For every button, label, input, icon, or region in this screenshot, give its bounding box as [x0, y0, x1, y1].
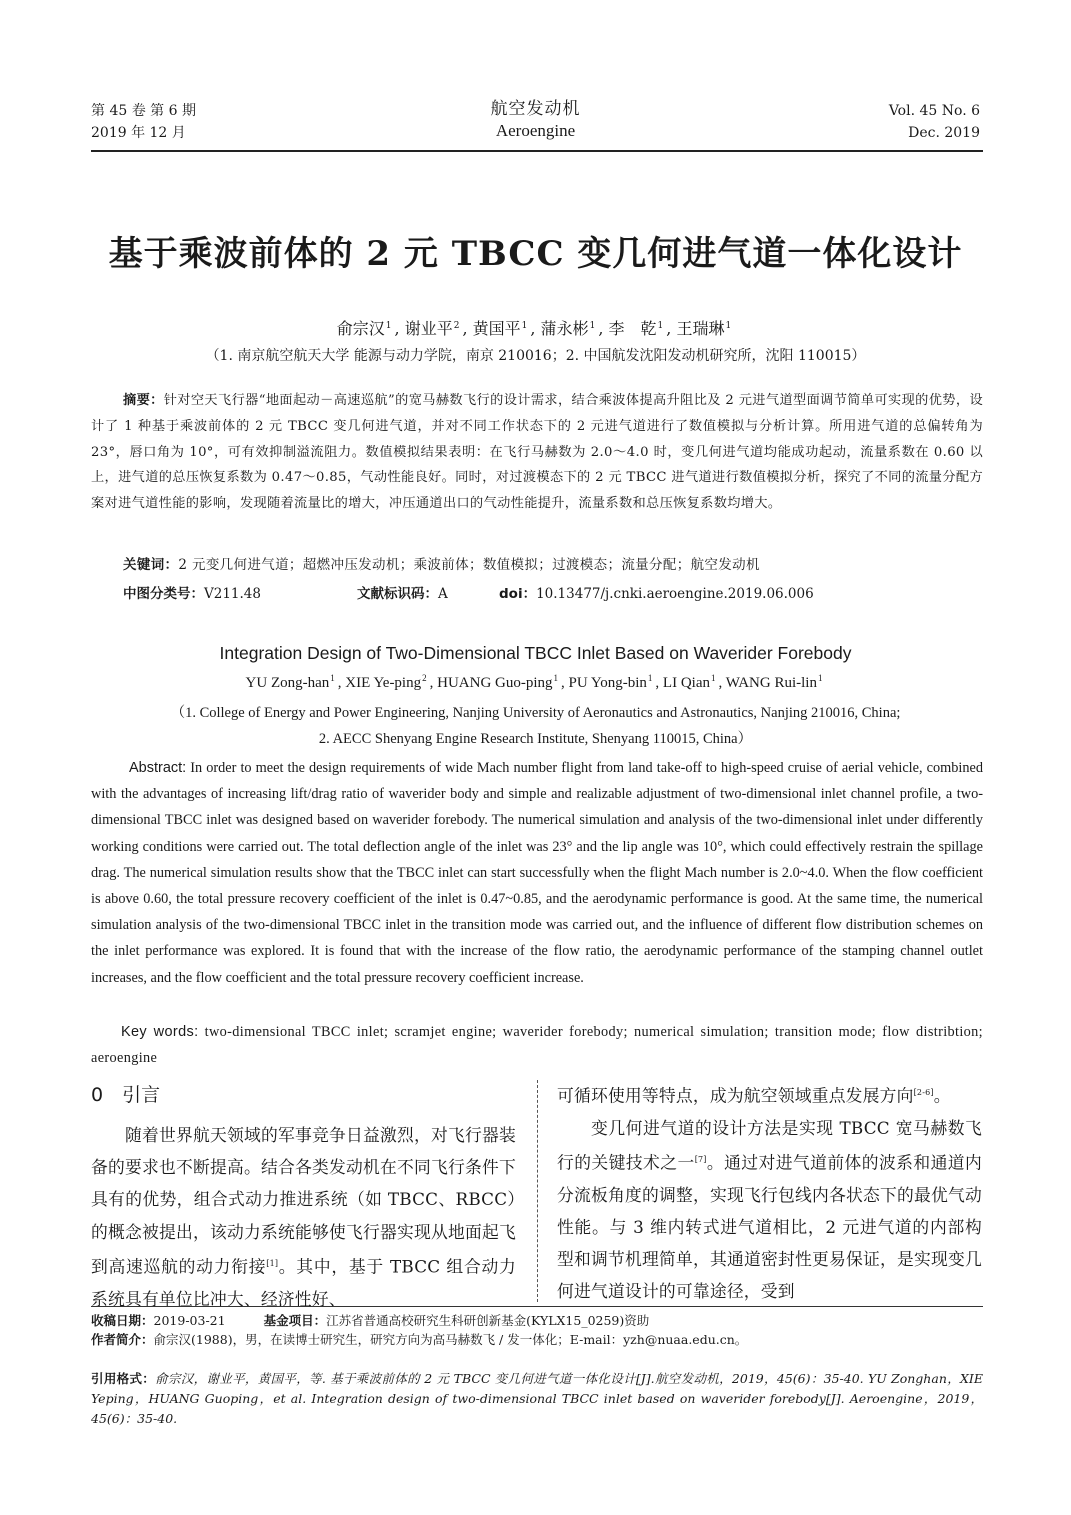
- keywords-cn-label: 关键词：: [123, 557, 179, 573]
- section-heading: 0 引言: [91, 1084, 161, 1106]
- author: HUANG Guo-ping: [437, 675, 553, 691]
- author-affil-mark: 1: [647, 673, 653, 683]
- intro-paragraph-2: [557, 1112, 982, 1308]
- keywords-en: [91, 1019, 983, 1071]
- author-separator: ,: [598, 319, 604, 338]
- author: YU Zong-han: [245, 675, 330, 691]
- abstract-en-text: In order to meet the design requirements of wide Mach number flight from land take-off to high-speed cruise of aerial vehicle, combined with the advantages of increasing lift/drag ratio of waverider body and simple and realizable adjustment of two-dimensional inlet channel profile, a two-dimensional TBCC inlet was designed based on waverider forebody. The numerical simulation and analysis of the two-dimensional inlet under differently working conditions were carried out. The total deflection angle of the inlet was 23° and the lip angle was 10°, which could effectively restrain the spillage drag. The numerical simulation results show that the TBCC inlet can start successfully when the flight Mach number is 2.0~4.0. When the flow coefficient is above 0.60, the total pressure recovery coefficient of the inlet is 0.47~0.85, and the aerodynamic performance is good. At the same time, the numerical simulation analysis of the two-dimensional TBCC inlet in the transition mode was carried out, and the influence of different flow distribution schemes on the inlet performance was explored. It is found that with the increase of the flow ratio, the aerodynamic performance of the stamping channel outlet increases, and the flow coefficient and the total pressure recovery coefficient increase.: [91, 760, 983, 986]
- citation-ref: [7]: [694, 1155, 707, 1164]
- author-separator: ,: [530, 319, 536, 338]
- received-label: 收稿日期：: [91, 1313, 154, 1328]
- author-affil-mark: 1: [657, 320, 664, 331]
- abstract-en-label: Abstract:: [129, 760, 187, 776]
- document-code-value: A: [438, 586, 448, 602]
- fund-label: 基金项目：: [263, 1313, 327, 1328]
- abstract-cn-text: 针对空天飞行器“地面起动－高速巡航”的宽马赫数飞行的设计需求，结合乘波体提高升阻比及 2 元进气道型面调节简单可实现的优势，设计了 1 种基于乘波前体的 2 元 TBCC 变几何进气道，并对不同工作状态下的 2 元进气道进行了数值模拟与分析计算。所用进气道的总偏转角为 23°，唇口角为 10°，可有效抑制溢流阻力。数值模拟结果表明：在飞行马赫数为 2.0～4.0 时，变几何进气道均能成功起动，流量系数在 0.60 以上，进气道的总压恢复系数为 0.47～0.85，气动性能良好。同时，对过渡模态下的 2 元 TBCC 进气道进行数值模拟分析，探究了不同的流量分配方案对进气道性能的影响，发现随着流量比的增大，冲压通道出口的气动性能提升，流量系数和总压恢复系数均增大。: [91, 393, 983, 512]
- paper-title-en: Integration Design of Two-Dimensional TBCC Inlet Based on Waverider Forebody: [219, 643, 852, 663]
- intro-paragraph-1-cont: 。其中，基于 TBCC 组合动力系统具有单位比冲大、经济性好、: [91, 1256, 516, 1309]
- author-affil-mark: 2: [453, 320, 460, 331]
- citation-format: [91, 1369, 983, 1429]
- doi: [499, 582, 814, 602]
- author-affil-mark: 1: [385, 320, 392, 331]
- document-code-label: 文献标识码：: [357, 586, 438, 602]
- author: WANG Rui-lin: [725, 675, 817, 691]
- author-affil-mark: 1: [710, 673, 716, 683]
- paragraph-text: 。通过对进气道前体的波系和通道内分流板角度的调整，实现飞行包线内各状态下的最优气动性能。与 3 维内转式进气道相比，2 元进气道的内部构型和调节机理简单，其通道密封性更易保证，是实现变几何进气道设计的可靠途径，受到: [557, 1152, 982, 1302]
- fund-text: 江苏省普通高校研究生科研创新基金(KYLX15_0259)资助: [326, 1313, 650, 1328]
- author-separator: ,: [337, 675, 346, 691]
- abstract-cn-label: 摘要：: [123, 393, 164, 408]
- clc-label: 中图分类号：: [123, 586, 204, 602]
- header-right: [889, 100, 980, 144]
- author-separator: ,: [666, 319, 672, 338]
- document-code: [357, 582, 448, 602]
- abstract-en: [91, 755, 983, 991]
- author: PU Yong-bin: [568, 675, 647, 691]
- author-affil-mark: 1: [725, 320, 732, 331]
- classification-line: [123, 582, 983, 606]
- journal-name-cn: 航空发动机: [490, 99, 581, 119]
- authors-cn: [0, 316, 1071, 339]
- citation-label: 引用格式：: [91, 1371, 156, 1386]
- author: XIE Ye-ping: [345, 675, 422, 691]
- journal-name-en: Aeroengine: [495, 121, 576, 140]
- doi-label: doi：: [499, 586, 537, 602]
- header-rule: [91, 150, 983, 152]
- author-affil-mark: 2: [422, 673, 427, 683]
- author: 李 乾: [608, 319, 657, 338]
- author: LI Qian: [662, 675, 710, 691]
- author-separator: ,: [394, 319, 400, 338]
- clc-value: V211.48: [204, 586, 261, 602]
- author: 王瑞琳: [676, 319, 725, 338]
- author-affil-mark: 1: [589, 320, 596, 331]
- keywords-cn-text: 2 元变几何进气道；超燃冲压发动机；乘波前体；数值模拟；过渡模态；流量分配；航空发动机: [178, 557, 760, 573]
- author-separator: ,: [462, 319, 468, 338]
- author-affil-mark: 1: [330, 673, 335, 683]
- author: 谢业平: [404, 319, 453, 338]
- author-bio-text: 俞宗汉(1988)，男，在读博士研究生，研究方向为高马赫数飞 / 发一体化；E-mail：yzh@nuaa.edu.cn。: [153, 1332, 748, 1347]
- citation-ref: [1]: [266, 1258, 279, 1268]
- body-column-right: [557, 1077, 982, 1308]
- footnote-author: [91, 1330, 983, 1349]
- footnote-received-fund: [91, 1311, 983, 1330]
- author-affil-mark: 1: [553, 673, 559, 683]
- author-separator: ,: [718, 675, 726, 691]
- author: 黄国平: [472, 319, 521, 338]
- date-en: Dec. 2019: [908, 125, 980, 141]
- intro-paragraph-1-end: [557, 1077, 982, 1112]
- clc-number: [123, 582, 261, 602]
- keywords-en-text: two-dimensional TBCC inlet; scramjet engine; waverider forebody; numerical simulation; transition mode; flow distribtion; aeroengine: [91, 1024, 983, 1067]
- body-column-left: [91, 1119, 516, 1315]
- column-divider: [537, 1080, 538, 1302]
- abstract-cn: [91, 388, 983, 517]
- author-affil-mark: 1: [817, 673, 823, 683]
- affiliation-en-1: （1. College of Energy and Power Engineering, Nanjing University of Aeronautics and Astronautics, Nanjing 210016, China;: [170, 705, 901, 721]
- paper-title-cn: 基于乘波前体的 2 元 TBCC 变几何进气道一体化设计: [108, 234, 963, 274]
- authors-en: [0, 673, 1071, 692]
- paragraph-text: 。: [933, 1085, 951, 1106]
- author-bio-label: 作者简介：: [91, 1332, 154, 1347]
- author-separator: ,: [429, 675, 438, 691]
- footnote-rule: [91, 1306, 983, 1307]
- author: 蒲永彬: [540, 319, 589, 338]
- received-date: 2019-03-21: [153, 1313, 226, 1328]
- citation-ref: [2-6]: [913, 1088, 934, 1097]
- author: 俞宗汉: [336, 319, 385, 338]
- intro-paragraph-1: 随着世界航天领域的军事竞争日益激烈，对飞行器装备的要求也不断提高。结合各类发动机在不同飞行条件下具有的优势，组合式动力推进系统（如 TBCC、RBCC）的概念被提出，该动力系统能够使飞行器实现从地面起飞到高速巡航的动力衔接: [91, 1125, 516, 1277]
- date-cn: 2019 年 12 月: [91, 125, 186, 141]
- keywords-en-label: Key words:: [121, 1024, 199, 1040]
- author-separator: ,: [561, 675, 569, 691]
- doi-value: 10.13477/j.cnki.aeroengine.2019.06.006: [536, 586, 814, 602]
- volume-en: Vol. 45 No. 6: [888, 103, 980, 119]
- citation-text: 俞宗汉，谢业平，黄国平，等. 基于乘波前体的 2 元 TBCC 变几何进气道一体化设计[J].航空发动机，2019，45(6)：35-40. YU Zonghan，XIE Yeping，HUANG Guoping，et al. Integration design of two-dimensional TBCC inlet based on waverider forebody[J]. Aeroengine，2019，45(6)：35-40.: [91, 1371, 983, 1426]
- author-affil-mark: 1: [521, 320, 528, 331]
- paragraph-text: 可循环使用等特点，成为航空领域重点发展方向: [557, 1085, 914, 1106]
- affiliation-cn: （1. 南京航空航天大学 能源与动力学院，南京 210016；2. 中国航发沈阳发动机研究所，沈阳 110015）: [205, 348, 866, 364]
- volume-cn: 第 45 卷 第 6 期: [91, 103, 196, 119]
- keywords-cn: [123, 553, 983, 579]
- paragraph-text: 变几何进气道的设计方法是实现 TBCC 宽马赫数飞行的关键技术之一: [557, 1117, 982, 1173]
- affiliation-en-2: 2. AECC Shenyang Engine Research Institute, Shenyang 110015, China）: [318, 731, 753, 747]
- author-separator: ,: [655, 675, 663, 691]
